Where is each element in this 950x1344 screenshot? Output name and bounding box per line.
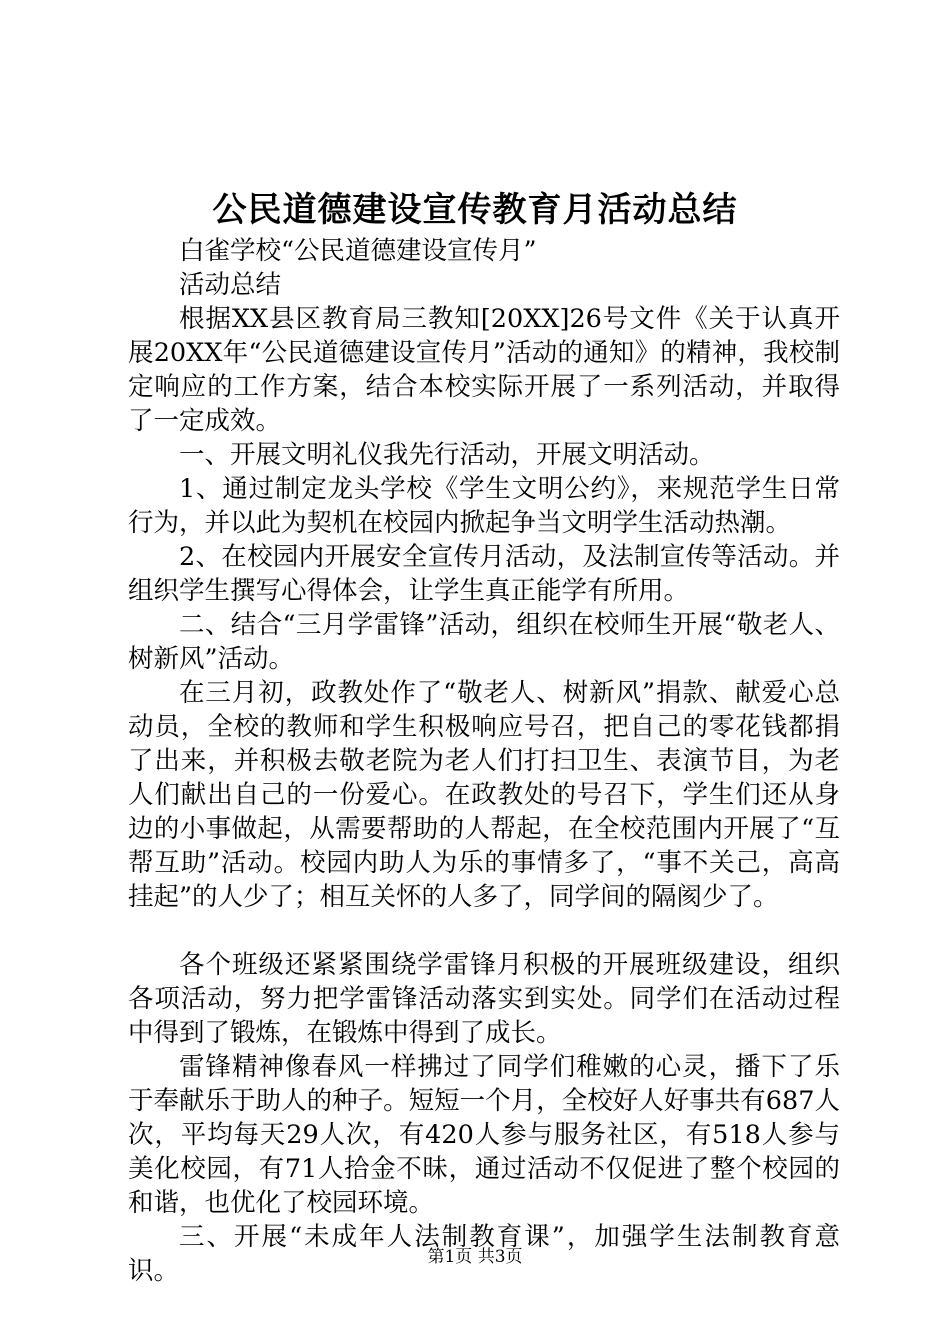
document-body (128, 234, 840, 1288)
section-heading-2: 二、结合“三月学雷锋”活动，组织在校师生开展“敬老人、树新风”活动。 (128, 610, 840, 674)
paragraph-item-2: 2、在校园内开展安全宣传月活动，及法制宣传等活动。并组织学生撰写心得体会，让学生真正能学有所用。 (128, 542, 840, 606)
paragraph-school-name: 白雀学校“公民道德建设宣传月” (179, 236, 537, 266)
document-title: 公民道德建设宣传教育月活动总结 (212, 190, 738, 230)
paragraph-intro: 根据XX县区教育局三教知[20XX]26号文件《关于认真开展20XX年“公民道德建设宣传月”活动的通知》的精神，我校制定响应的工作方案，结合本校实际开展了一系列活动，并取得了一定成效。 (128, 304, 840, 436)
paragraph-class-activities: 各个班级还紧紧围绕学雷锋月积极的开展班级建设，组织各项活动，努力把学雷锋活动落实到实处。同学们在活动过程中得到了锻炼，在锻炼中得到了成长。 (128, 950, 840, 1048)
section-heading-3: 三、开展“未成年人法制教育课”，加强学生法制教育意识。 (128, 1222, 840, 1286)
paragraph-item-1: 1、通过制定龙头学校《学生文明公约》，来规范学生日常行为，并以此为契机在校园内掀起争当文明学生活动热潮。 (128, 474, 840, 538)
paragraph-march-activities: 在三月初，政教处作了“敬老人、树新风”捐款、献爱心总动员，全校的教师和学生积极响应号召，把自己的零花钱都捐了出来，并积极去敬老院为老人们打扫卫生、表演节目，为老人们献出自己的一份爱心。在政教处的号召下，学生们还从身边的小事做起，从需要帮助的人帮起，在全校范围内开展了“互帮互助”活动。校园内助人为乐的事情多了，“事不关己，高高挂起”的人少了；相互关怀的人多了，同学间的隔阂少了。 (128, 678, 840, 912)
page-footer: 第1页 共3页 (427, 1247, 523, 1267)
paragraph-subtitle: 活动总结 (179, 270, 282, 300)
section-heading-1: 一、开展文明礼仪我先行活动，开展文明活动。 (179, 440, 715, 470)
paragraph-statistics: 雷锋精神像春风一样拂过了同学们稚嫩的心灵，播下了乐于奉献乐于助人的种子。短短一个月，全校好人好事共有687人次，平均每天29人次，有420人参与服务社区，有518人参与美化校园，有71人拾金不昧，通过活动不仅促进了整个校园的和谐，也优化了校园环境。 (128, 1052, 840, 1218)
